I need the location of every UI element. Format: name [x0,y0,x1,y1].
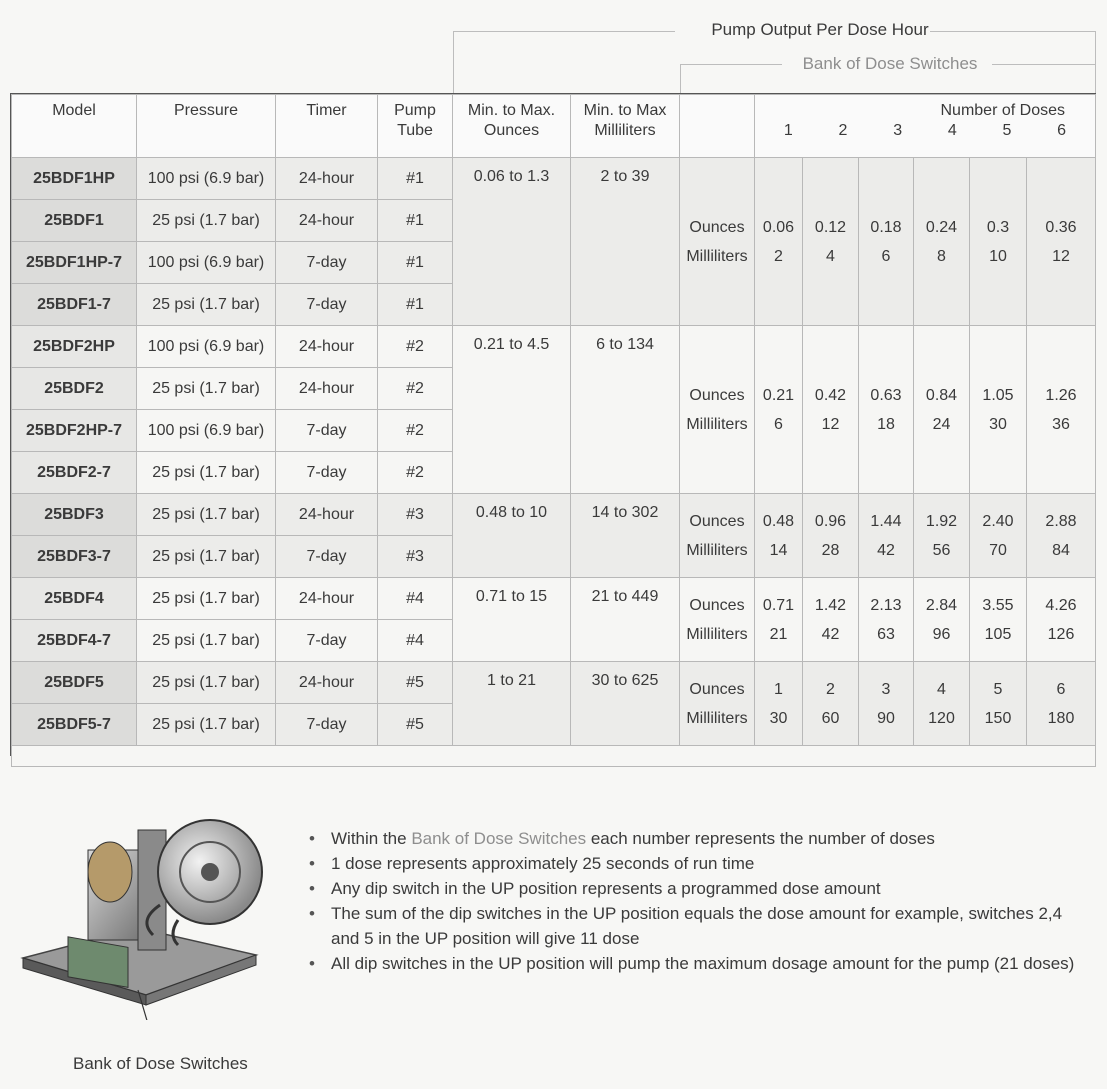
note-highlight: Bank of Dose Switches [411,829,587,848]
timer-cell: 7-day [276,704,378,746]
dose-ounces-value: 1 [774,680,783,698]
dose-cell [1027,326,1096,494]
dose-cell [1027,578,1096,662]
dose-ounces-value: 2.88 [1045,512,1077,530]
dose-cell [1027,662,1096,746]
label-ounces: Ounces [689,596,745,614]
model-cell: 25BDF4 [12,578,137,620]
dose-ml-value: 6 [881,247,891,265]
dose-cell [914,578,970,662]
ounces-range-cell: 0.48 to 10 [453,494,571,578]
pressure-cell: 25 psi (1.7 bar) [137,662,276,704]
pressure-cell: 25 psi (1.7 bar) [137,494,276,536]
dose-label-cell [680,578,755,662]
dose-ounces-value: 4.26 [1045,596,1077,614]
timer-cell: 24-hour [276,578,378,620]
dose-ml-value: 90 [877,709,895,727]
dose-ounces-value: 2.84 [925,596,958,614]
dose-ounces-value: 1.26 [1045,386,1077,404]
note-text: The sum of the dip switches in the UP position equals the dose amount for example, switches 2,4 and 5 in the UP position will give 11 dose [331,904,1063,948]
dose-ml-value: 6 [774,415,783,433]
timer-cell: 7-day [276,620,378,662]
header-row [12,95,1096,158]
ounces-range-cell: 0.21 to 4.5 [453,326,571,494]
dose-ml-value: 60 [821,709,840,727]
table-footer-cell [12,746,1096,767]
dose-ounces-value: 0.84 [925,386,958,404]
bank-caption: Bank of Dose Switches [802,54,978,73]
col-pressure: Pressure [137,95,276,158]
dose-cell [859,494,914,578]
pump-spec-table [11,94,1096,767]
note-item [305,851,1085,876]
dose-cell [803,494,859,578]
dose-ounces-value: 1.44 [870,512,902,530]
pressure-cell: 100 psi (6.9 bar) [137,326,276,368]
dose-ounces-value: 3.55 [982,596,1014,614]
dose-cell [914,662,970,746]
dose-ml-value: 126 [1047,625,1075,643]
pressure-cell: 100 psi (6.9 bar) [137,410,276,452]
tube-cell: #2 [378,452,453,494]
output-bracket-leftdrop [453,31,454,93]
pressure-cell: 25 psi (1.7 bar) [137,578,276,620]
dose-ounces-value: 0.12 [814,218,847,236]
ounces-range-cell: 0.06 to 1.3 [453,158,571,326]
col-timer: Timer [276,95,378,158]
dose-ml-value: 10 [989,247,1007,265]
note-text: Any dip switch in the UP position represents a programmed dose amount [331,879,881,898]
dose-label-cell [680,494,755,578]
output-bracket-rightdrop [1095,31,1096,93]
note-text: 1 dose represents approximately 25 seconds of run time [331,854,755,873]
ml-range-cell: 14 to 302 [571,494,680,578]
note-text-end: each number represents the number of doses [586,829,935,848]
dose-cell [803,662,859,746]
dose-ounces-value: 2.13 [870,596,902,614]
timer-cell: 7-day [276,284,378,326]
dose-ounces-value: 2 [826,680,835,698]
dose-ounces-value: 0.21 [762,386,795,404]
tube-cell: #3 [378,536,453,578]
pressure-cell: 25 psi (1.7 bar) [137,368,276,410]
pressure-cell: 100 psi (6.9 bar) [137,158,276,200]
label-milliliters: Milliliters [686,247,748,265]
timer-cell: 7-day [276,242,378,284]
model-cell: 25BDF1HP [12,158,137,200]
output-caption: Pump Output Per Dose Hour [711,20,929,39]
label-milliliters: Milliliters [686,625,748,643]
peristaltic-pump-icon [18,810,278,1020]
dose-cell [755,578,803,662]
dose-ml-value: 63 [877,625,895,643]
dose-cell [859,158,914,326]
timer-cell: 24-hour [276,158,378,200]
table-row [12,326,1096,368]
label-milliliters: Milliliters [686,541,748,559]
dose-ounces-value: 0.36 [1045,218,1077,236]
label-ounces: Ounces [689,512,745,530]
dose-number: 5 [1002,122,1012,139]
dose-ml-value: 36 [1052,415,1070,433]
table-footer-row [12,746,1096,767]
dose-number: 1 [783,122,793,139]
dose-ml-value: 8 [937,247,946,265]
ounces-range-cell: 1 to 21 [453,662,571,746]
dose-cell [755,326,803,494]
tube-cell: #2 [378,326,453,368]
model-cell: 25BDF1 [12,200,137,242]
timer-cell: 24-hour [276,368,378,410]
bank-bracket-right [992,64,1096,65]
bank-bracket-left [680,64,782,65]
tube-cell: #3 [378,494,453,536]
dose-number: 4 [947,122,957,139]
ml-range-cell: 6 to 134 [571,326,680,494]
dose-ounces-value: 1.92 [925,512,958,530]
table-row [12,158,1096,200]
dose-cell [914,494,970,578]
tube-cell: #1 [378,158,453,200]
timer-cell: 7-day [276,410,378,452]
dose-ounces-value: 1.05 [982,386,1014,404]
dose-cell [803,578,859,662]
timer-cell: 7-day [276,452,378,494]
dose-ml-value: 30 [989,415,1007,433]
dose-ml-value: 21 [769,625,788,643]
dose-ml-value: 12 [1052,247,1070,265]
dose-cell [803,326,859,494]
tube-cell: #2 [378,410,453,452]
dose-ml-value: 96 [932,625,951,643]
dose-ounces-value: 2.40 [982,512,1014,530]
model-cell: 25BDF1-7 [12,284,137,326]
dose-cell [755,662,803,746]
timer-cell: 24-hour [276,200,378,242]
dose-numbers [755,121,1095,141]
label-ounces: Ounces [689,386,745,404]
dose-number: 6 [1057,122,1067,139]
col-dose-label [680,95,755,158]
timer-cell: 24-hour [276,494,378,536]
illustration-caption: Bank of Dose Switches [73,1054,248,1073]
dose-ml-value: 30 [769,709,788,727]
dose-number: 3 [893,122,903,139]
note-item [305,901,1085,951]
ounces-range-cell: 0.71 to 15 [453,578,571,662]
tube-cell: #5 [378,704,453,746]
model-cell: 25BDF5 [12,662,137,704]
dose-ml-value: 56 [932,541,951,559]
label-ounces: Ounces [689,218,745,236]
col-pump-tube: Pump Tube [378,95,453,158]
tube-cell: #4 [378,620,453,662]
tube-cell: #2 [378,368,453,410]
pressure-cell: 25 psi (1.7 bar) [137,284,276,326]
table-row [12,494,1096,536]
dose-ml-value: 42 [877,541,895,559]
dose-cell [970,578,1027,662]
model-cell: 25BDF2HP [12,326,137,368]
dose-label-cell [680,158,755,326]
model-cell: 25BDF3-7 [12,536,137,578]
label-ounces: Ounces [689,680,745,698]
label-milliliters: Milliliters [686,415,748,433]
dose-number: 2 [838,122,848,139]
tube-cell: #5 [378,662,453,704]
model-cell: 25BDF2HP-7 [12,410,137,452]
dose-ounces-value: 0.96 [814,512,847,530]
dose-cell [755,494,803,578]
dose-cell [914,158,970,326]
table-row [12,578,1096,620]
dose-ml-value: 84 [1052,541,1070,559]
dose-ml-value: 150 [984,709,1012,727]
note-text: All dip switches in the UP position will pump the maximum dosage amount for the pump (21 doses) [331,954,1075,973]
dose-ounces-value: 5 [993,680,1003,698]
dose-ounces-value: 6 [1056,680,1066,698]
note-item [305,826,1085,851]
pressure-cell: 100 psi (6.9 bar) [137,242,276,284]
model-cell: 25BDF2 [12,368,137,410]
pressure-cell: 25 psi (1.7 bar) [137,200,276,242]
pressure-cell: 25 psi (1.7 bar) [137,452,276,494]
label-milliliters: Milliliters [686,709,748,727]
model-cell: 25BDF3 [12,494,137,536]
tube-cell: #1 [378,200,453,242]
ml-range-cell: 2 to 39 [571,158,680,326]
output-bracket-left [453,31,675,32]
dose-cell [803,158,859,326]
table-row [12,662,1096,704]
dose-cell [1027,494,1096,578]
dose-cell [859,662,914,746]
dose-ounces-value: 0.18 [870,218,902,236]
dose-ml-value: 12 [821,415,840,433]
dose-cell [859,326,914,494]
dose-ounces-value: 0.3 [986,218,1010,236]
pressure-cell: 25 psi (1.7 bar) [137,620,276,662]
dose-label-cell [680,662,755,746]
dose-ounces-value: 0.48 [762,512,795,530]
ml-range-cell: 21 to 449 [571,578,680,662]
col-ounces: Min. to Max. Ounces [453,95,571,158]
dose-ml-value: 4 [826,247,835,265]
dose-cell [970,158,1027,326]
model-cell: 25BDF1HP-7 [12,242,137,284]
number-of-doses-title: Number of Doses [940,102,1065,119]
dose-ounces-value: 0.63 [870,386,902,404]
dose-ounces-value: 4 [937,680,946,698]
dose-cell [970,662,1027,746]
dose-ounces-value: 0.06 [762,218,795,236]
pressure-cell: 25 psi (1.7 bar) [137,704,276,746]
timer-cell: 7-day [276,536,378,578]
dose-ml-value: 70 [989,541,1007,559]
model-cell: 25BDF2-7 [12,452,137,494]
note-item [305,876,1085,901]
dose-cell [755,158,803,326]
output-bracket-right [930,31,1096,32]
col-milliliters: Min. to Max Milliliters [571,95,680,158]
pressure-cell: 25 psi (1.7 bar) [137,536,276,578]
dose-ml-value: 14 [769,541,788,559]
tube-cell: #4 [378,578,453,620]
dose-cell [859,578,914,662]
model-cell: 25BDF5-7 [12,704,137,746]
ml-range-cell: 30 to 625 [571,662,680,746]
dose-ml-value: 105 [984,625,1012,643]
dose-cell [914,326,970,494]
note-item [305,951,1085,976]
timer-cell: 24-hour [276,326,378,368]
dose-ml-value: 2 [774,247,783,265]
dose-ml-value: 18 [877,415,895,433]
dose-cell [970,326,1027,494]
dose-label-cell [680,326,755,494]
dose-cell [1027,158,1096,326]
notes-list [305,826,1085,976]
col-number-of-doses [755,95,1096,158]
dose-ounces-value: 0.42 [814,386,847,404]
dose-ml-value: 28 [821,541,840,559]
bank-bracket-leftdrop [680,64,681,93]
dose-ml-value: 42 [821,625,840,643]
dose-ml-value: 24 [932,415,951,433]
col-model: Model [12,95,137,158]
dose-ml-value: 120 [928,709,955,727]
tube-cell: #1 [378,284,453,326]
dose-cell [970,494,1027,578]
dose-ounces-value: 0.24 [925,218,958,236]
dose-ounces-value: 1.42 [814,596,847,614]
dose-ml-value: 180 [1047,709,1075,727]
model-cell: 25BDF4-7 [12,620,137,662]
dose-ounces-value: 3 [881,680,891,698]
dose-ounces-value: 0.71 [762,596,795,614]
note-text: Within the [331,829,412,848]
tube-cell: #1 [378,242,453,284]
timer-cell: 24-hour [276,662,378,704]
